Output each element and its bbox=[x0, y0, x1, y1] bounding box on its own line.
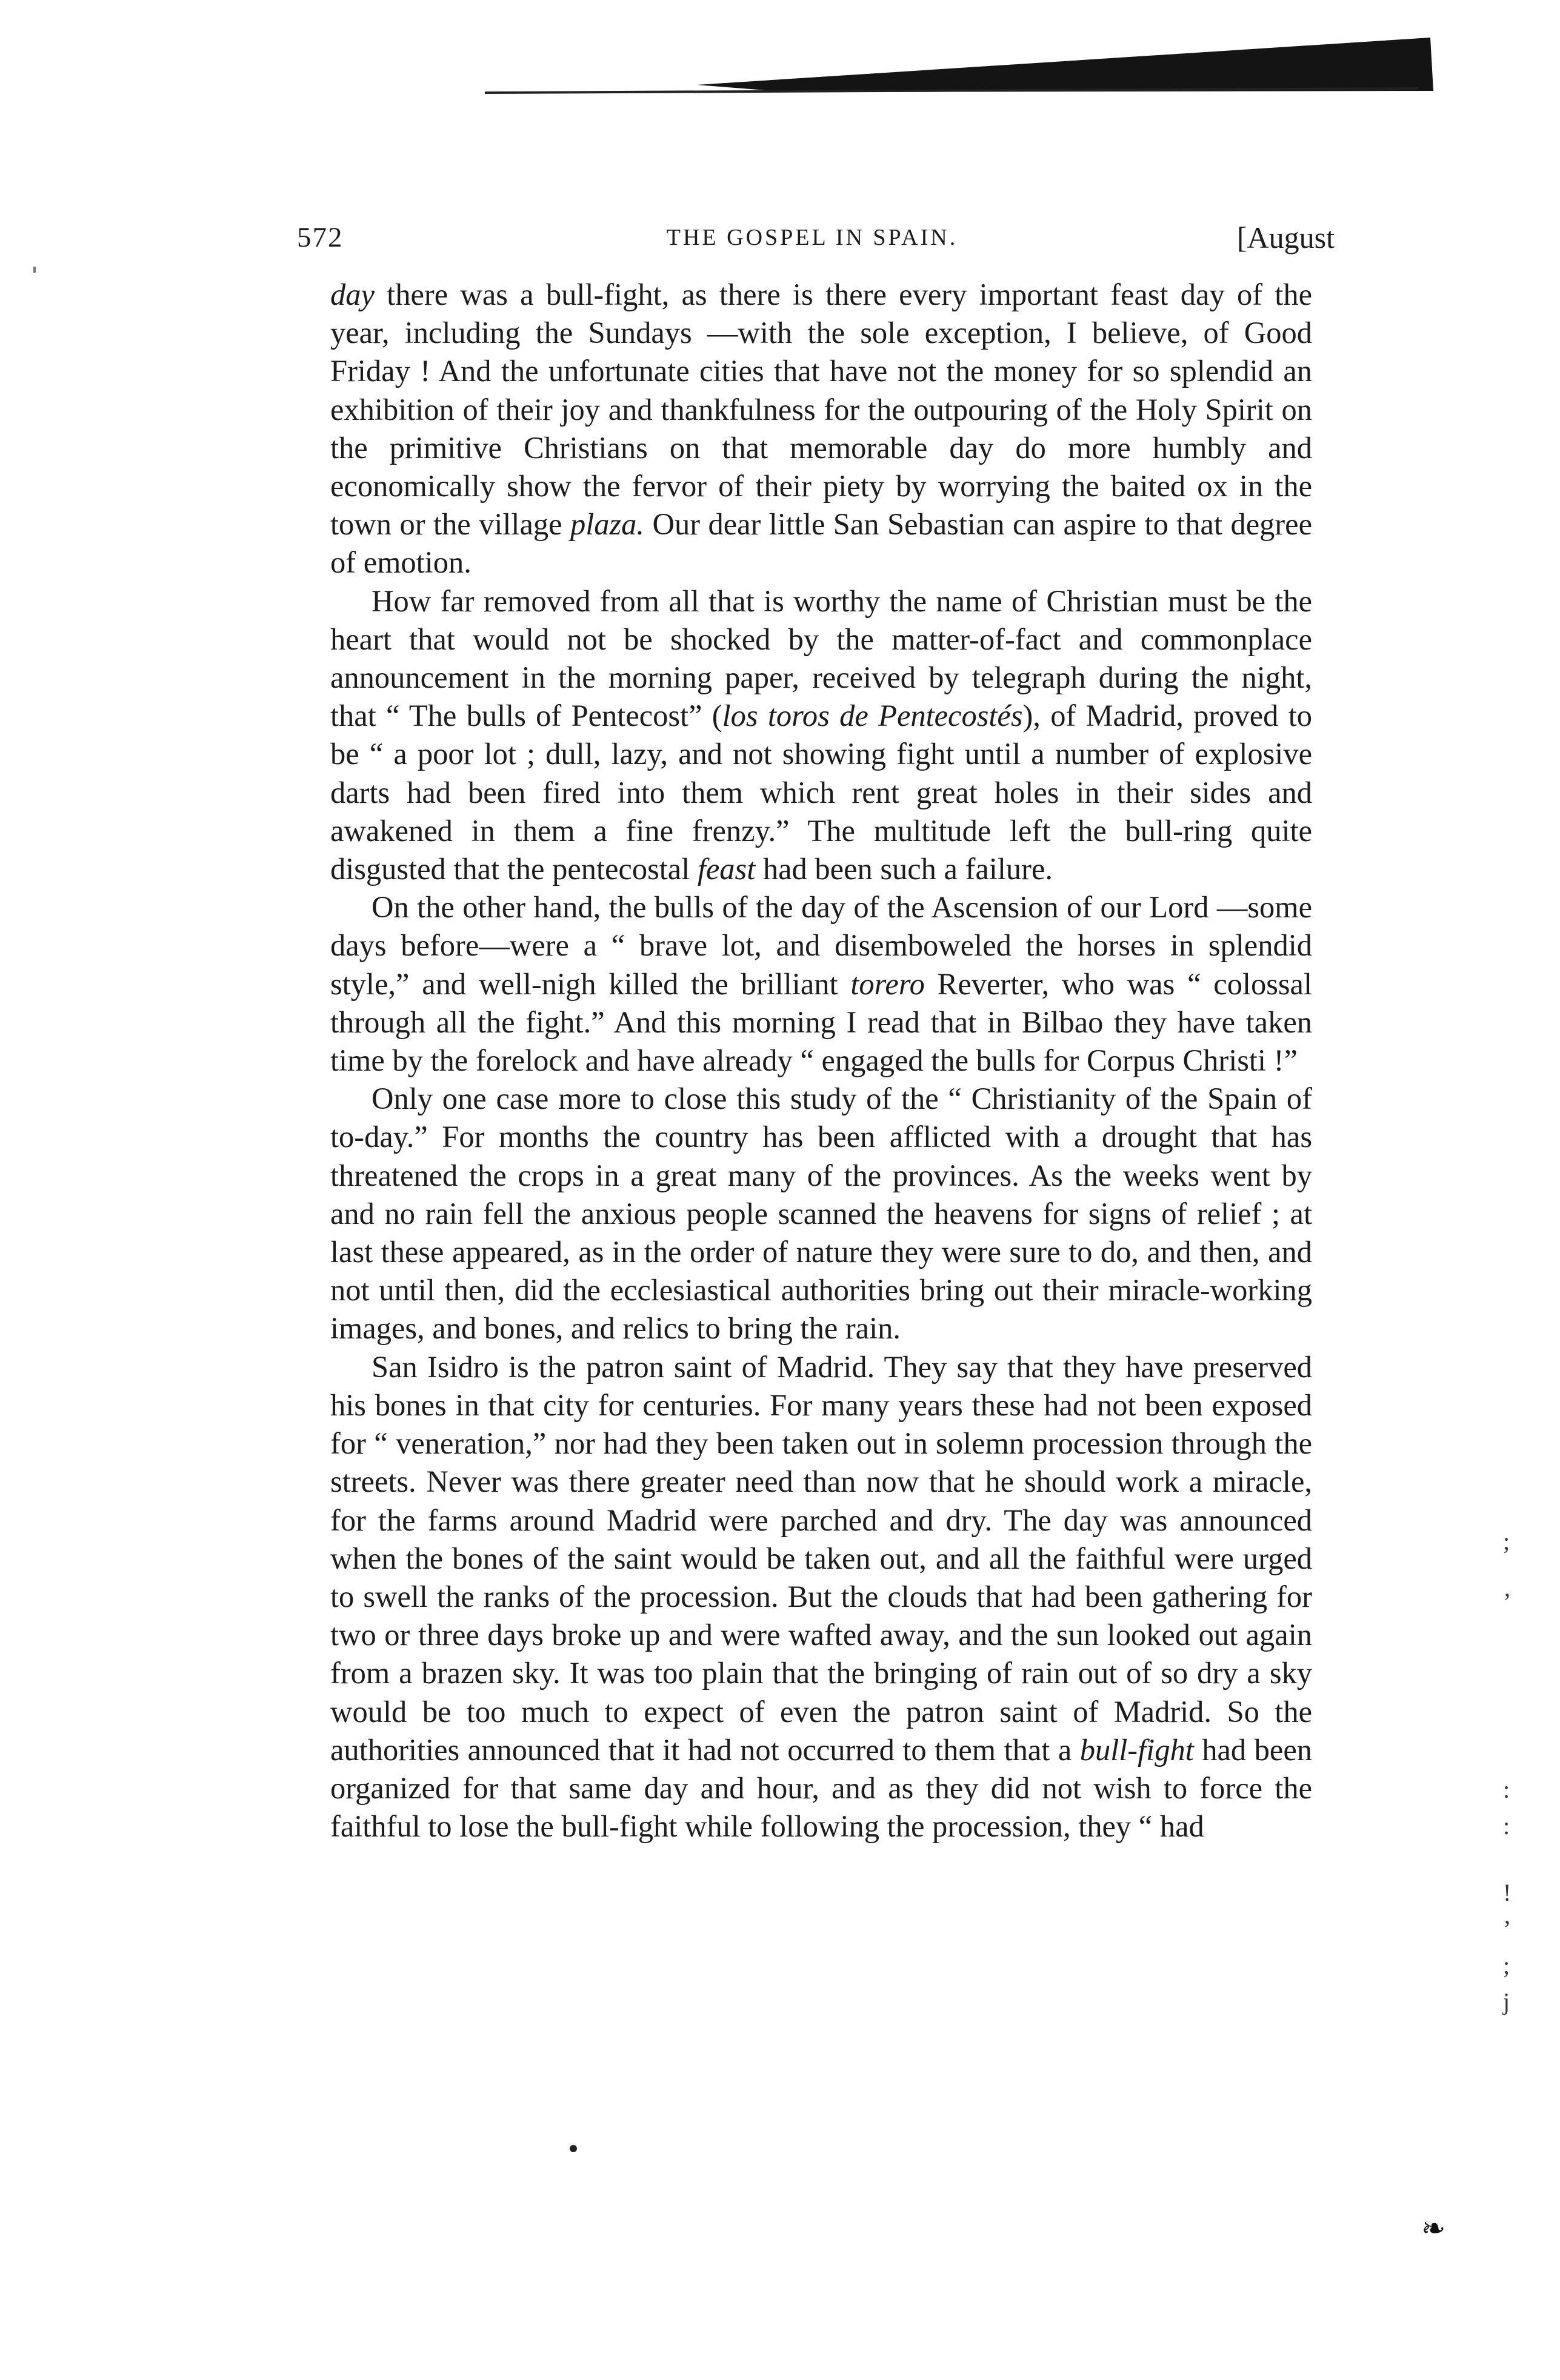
running-title: THE GOSPEL IN SPAIN. bbox=[666, 225, 958, 250]
paragraph-3-text: On the other hand, the bulls of the day of the Ascension of our Lord —some days before—were a “ brave lot, and disemboweled the horses in splendid style,” and well-nigh killed the brilliant bbox=[330, 890, 1312, 1001]
paragraph-5-end: had been organized for that same day and hour, and as they did not wish to force the faithful to lose the bull-fight while following the procession, they “ had bbox=[330, 1732, 1312, 1844]
margin-mark: : bbox=[1503, 1812, 1510, 1840]
running-month: [August bbox=[1236, 221, 1335, 254]
italic-plaza: plaza. bbox=[570, 507, 645, 542]
top-rule-wedge bbox=[697, 38, 1433, 92]
margin-mark: ; bbox=[1503, 1527, 1510, 1555]
margin-mark: : bbox=[1503, 1776, 1510, 1803]
italic-los-toros: los toros de Pentecostés bbox=[722, 699, 1023, 733]
margin-mark: ! bbox=[1503, 1879, 1512, 1906]
margin-mark: ; bbox=[1503, 1952, 1510, 1979]
top-rule-scan-artifact bbox=[485, 36, 1436, 94]
ink-dot bbox=[570, 2145, 577, 2152]
paragraph-1 bbox=[330, 276, 1312, 582]
margin-mark: j bbox=[1503, 1988, 1510, 2015]
paragraph-3-end: Reverter, who was “ colossal through all the fight.” And this morning I read that in Bilbao they have taken time by the forelock and have already “ engaged the bulls for Corpus Christi !” bbox=[330, 966, 1312, 1078]
running-head bbox=[297, 219, 1335, 256]
italic-torero: torero bbox=[850, 966, 925, 1001]
paragraph-5-text: San Isidro is the patron saint of Madrid. They say that they have preserved his bones in that city for centuries. For many years these had not been exposed for “ veneration,” nor had they been taken out in solemn procession through the streets. Never was there greater need than now that he should work a miracle, for the farms around Madrid were parched and dry. The day was announced when the bones of the saint would be taken out, and all the faithful were urged to swell the ranks of the procession. But the clouds that had been gathering for two or three days broke up and were wafted away, and the sun looked out again from a brazen sky. It was too plain that the bringing of rain out of so dry a sky would be too much to expect of even the patron saint of Madrid. So the authorities announced that it had not occurred to them that a bbox=[330, 1349, 1312, 1767]
margin-mark: ’ bbox=[1503, 1588, 1512, 1615]
body-text bbox=[330, 276, 1312, 1846]
paragraph-3 bbox=[330, 888, 1312, 1080]
page-number: 572 bbox=[297, 222, 344, 253]
paragraph-2-end: had been such a failure. bbox=[755, 852, 1053, 886]
paragraph-4: Only one case more to close this study of the “ Christianity of the Spain of to-day.” For months the country has been afflicted with a drought that has threatened the crops in a great many of the provinces. As the weeks went by and no rain fell the anxious people scanned the heavens for signs of relief ; at last these appeared, as in the order of nature they were sure to do, and then, and not until then, did the ecclesiastical authorities bring out their miracle-working images, and bones, and relics to bring the rain. bbox=[330, 1082, 1312, 1346]
italic-day: day bbox=[330, 278, 375, 311]
margin-speck bbox=[33, 267, 36, 273]
paragraph-1-text: there was a bull-fight, as there is there every important feast day of the year, including the Sundays —with the sole exception, I believe, of Good Friday ! And the unfortunate cities that have not the money for so splendid an exhibition of their joy and thankfulness for the outpouring of the Holy Spirit on the primitive Christians on that memorable day do more humbly and economically show the fervor of their piety by worrying the baited ox in the town or the village bbox=[330, 278, 1312, 542]
margin-mark: ’ bbox=[1503, 1915, 1512, 1943]
paragraph-2 bbox=[330, 582, 1312, 889]
paragraph-2-text: How far removed from all that is worthy the name of Christian must be the heart that would not be shocked by the matter-of-fact and commonplace announcement in the morning paper, received by telegraph during the night, that “ The bulls of Pentecost” ( bbox=[330, 583, 1312, 733]
paragraph-1-end: Our dear little San Sebastian can aspire to that degree of emotion. bbox=[330, 507, 1312, 580]
corner-mark: ❧ bbox=[1421, 2213, 1446, 2245]
paragraph-2-middle: ), of Madrid, proved to be “ a poor lot ; dull, lazy, and not showing fight until a number of explosive darts had been fired into them which rent great holes in their sides and awakened in them a fine frenzy.” The multitude left the bull-ring quite disgusted that the pentecostal bbox=[330, 699, 1312, 886]
italic-feast: feast bbox=[697, 852, 756, 886]
italic-bull-fight: bull-fight bbox=[1079, 1732, 1194, 1767]
paragraph-5 bbox=[330, 1348, 1312, 1846]
margin-marks bbox=[1503, 1527, 1527, 2015]
